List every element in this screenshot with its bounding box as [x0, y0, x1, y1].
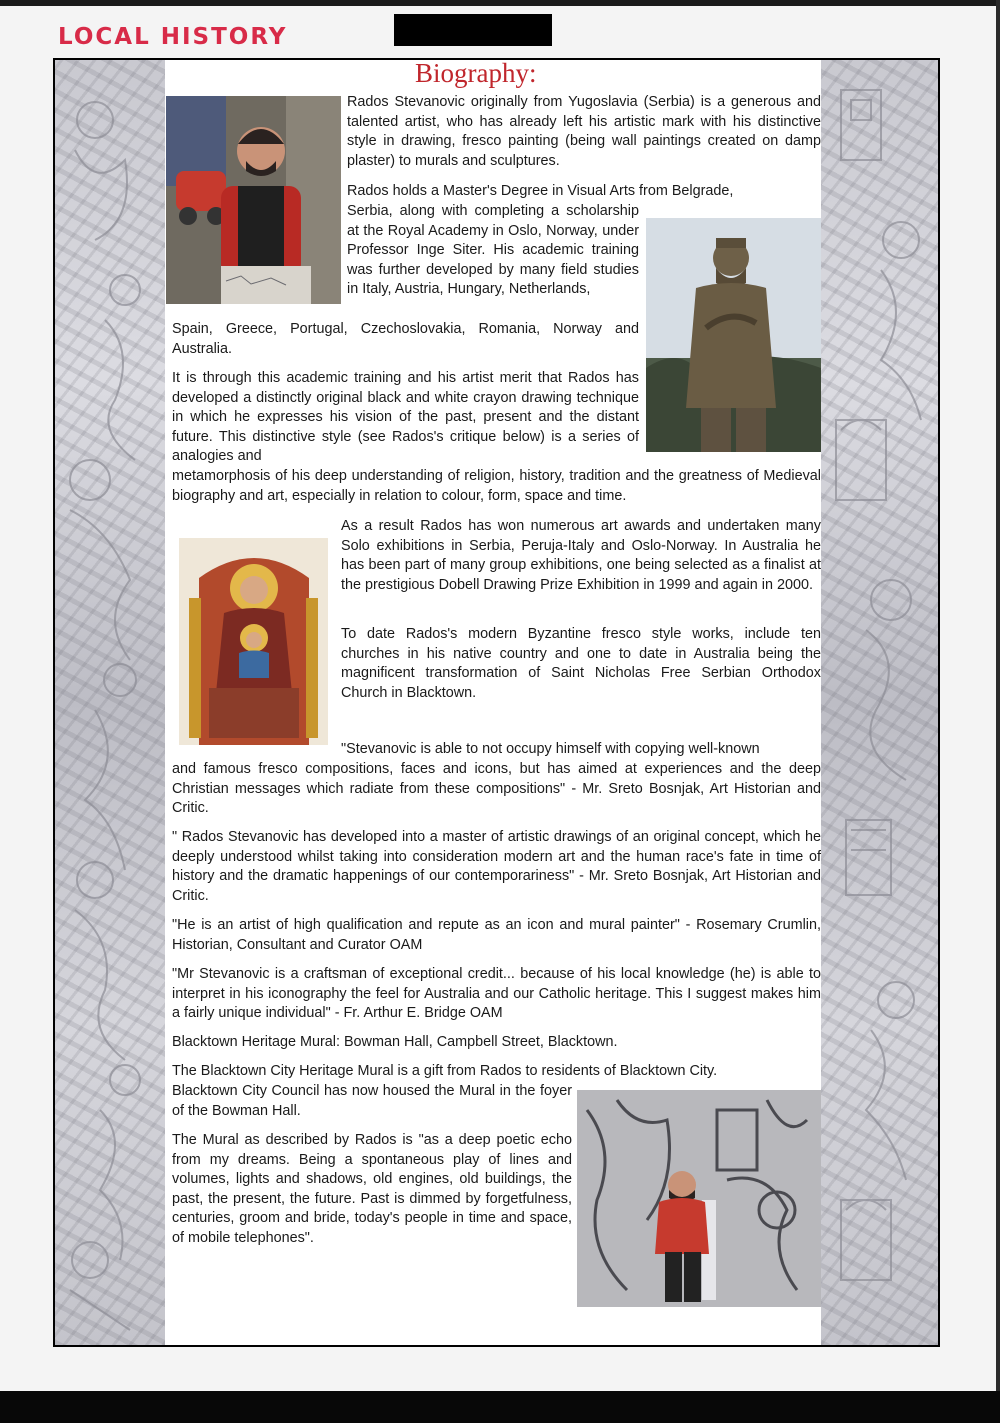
scan-top-edge [0, 0, 1000, 6]
quote-4: "Mr Stevanovic is a craftsman of exceptional credit... because of his local knowledge (he) is able to interpret in his iconography the feel for Australia and our Catholic heritage. This I suggest makes him a fairly unique individual" - Fr. Arthur E. Bridge OAM [172, 966, 821, 1022]
artist-with-mural-photo [577, 1090, 821, 1307]
byzantine-icon-image [179, 538, 328, 745]
quote-3: "He is an artist of high qualification and repute as an icon and mural painter" - Rosemary Crumlin, Historian, Consultant and Curator OAM [172, 917, 821, 953]
bio-paragraph-2-tail: Spain, Greece, Portugal, Czechoslovakia, Romania, Norway and Australia. [172, 321, 639, 357]
scan-right-edge [996, 0, 1000, 1423]
bio-paragraph-5: To date Rados's modern Byzantine fresco style works, include ten churches in his native country and one to date in Australia being the magnificent transformation of Saint Nicholas Free Serbian Orthodox Church in Blacktown. [341, 626, 821, 701]
bio-paragraph-7-lead: The Blacktown City Heritage Mural is a gift from Rados to residents of Blacktown City. [172, 1063, 718, 1079]
right-mural-strip [821, 60, 938, 1345]
bio-paragraph-3-lead: It is through this academic training and his artist merit that Rados has developed a distinctly original black and white crayon drawing technique in which he expresses his vision of the past, present and the distant future. This distinctive style (see Rados's critique below) is a series of analogies and [172, 370, 639, 465]
bio-paragraph-2-lead: Rados holds a Master's Degree in Visual Arts from Belgrade, [347, 183, 734, 199]
bio-paragraph-2-middle: Serbia, along with completing a scholarship at the Royal Academy in Oslo, Norway, under Professor Inge Siter. His academic training was further developed by many field studies in Italy, Austria, Hungary, Netherlands, [347, 203, 639, 298]
section-label: LOCAL HISTORY [58, 24, 288, 50]
scan-bottom-bar [0, 1391, 1000, 1423]
bio-paragraph-1: Rados Stevanovic originally from Yugoslavia (Serbia) is a generous and talented artist, who has already left his artistic mark with his distinctive style in drawing, fresco painting (being wall paintings created on damp plaster) to murals and sculptures. [347, 94, 821, 169]
redaction-box [394, 14, 552, 46]
bio-paragraph-7-tail: Blacktown City Council has now housed the Mural in the foyer of the Bowman Hall. [172, 1083, 572, 1119]
mural-location: Blacktown Heritage Mural: Bowman Hall, Campbell Street, Blacktown. [172, 1034, 618, 1050]
bio-paragraph-3-tail: metamorphosis of his deep understanding of religion, history, tradition and the greatness of Medieval biography and art, especially in relation to colour, form, space and time. [172, 468, 821, 504]
bio-paragraph-8: The Mural as described by Rados is "as a deep poetic echo from my dreams. Being a spontaneous play of lines and volumes, lights and shadows, old engines, old buildings, the past, the present, the future. Past is dimmed by forgetfulness, centuries, groom and bride, today's people in time and space, of mobile telephones". [172, 1132, 572, 1246]
left-mural-strip [55, 60, 165, 1345]
bio-paragraph-4: As a result Rados has won numerous art awards and undertaken many Solo exhibitions in Serbia, Peruja-Italy and Oslo-Norway. In Australia he has been part of many group exhibitions, one being selected as a finalist at the prestigious Dobell Drawing Prize Exhibition in 1999 and again in 2000. [341, 518, 821, 593]
quote-2: " Rados Stevanovic has developed into a master of artistic drawings of an original concept, which he deeply understood whilst taking into consideration modern art and the human race's fate in time of history and the dramatic happenings of our contemporariness" - Mr. Sreto Bosnjak, Art Historian and Critic. [172, 829, 821, 904]
page-title: Biography: [415, 58, 537, 88]
statue-photo [646, 218, 821, 452]
quote-1-lead: "Stevanovic is able to not occupy himself with copying well-known [341, 741, 760, 757]
quote-1-tail: and famous fresco compositions, faces and icons, but has aimed at experiences and the deep Christian messages which radiate from these compositions" - Mr. Sreto Bosnjak, Art Historian and Critic. [172, 761, 821, 817]
page-frame [53, 58, 940, 1347]
artist-portrait-photo [166, 96, 341, 304]
